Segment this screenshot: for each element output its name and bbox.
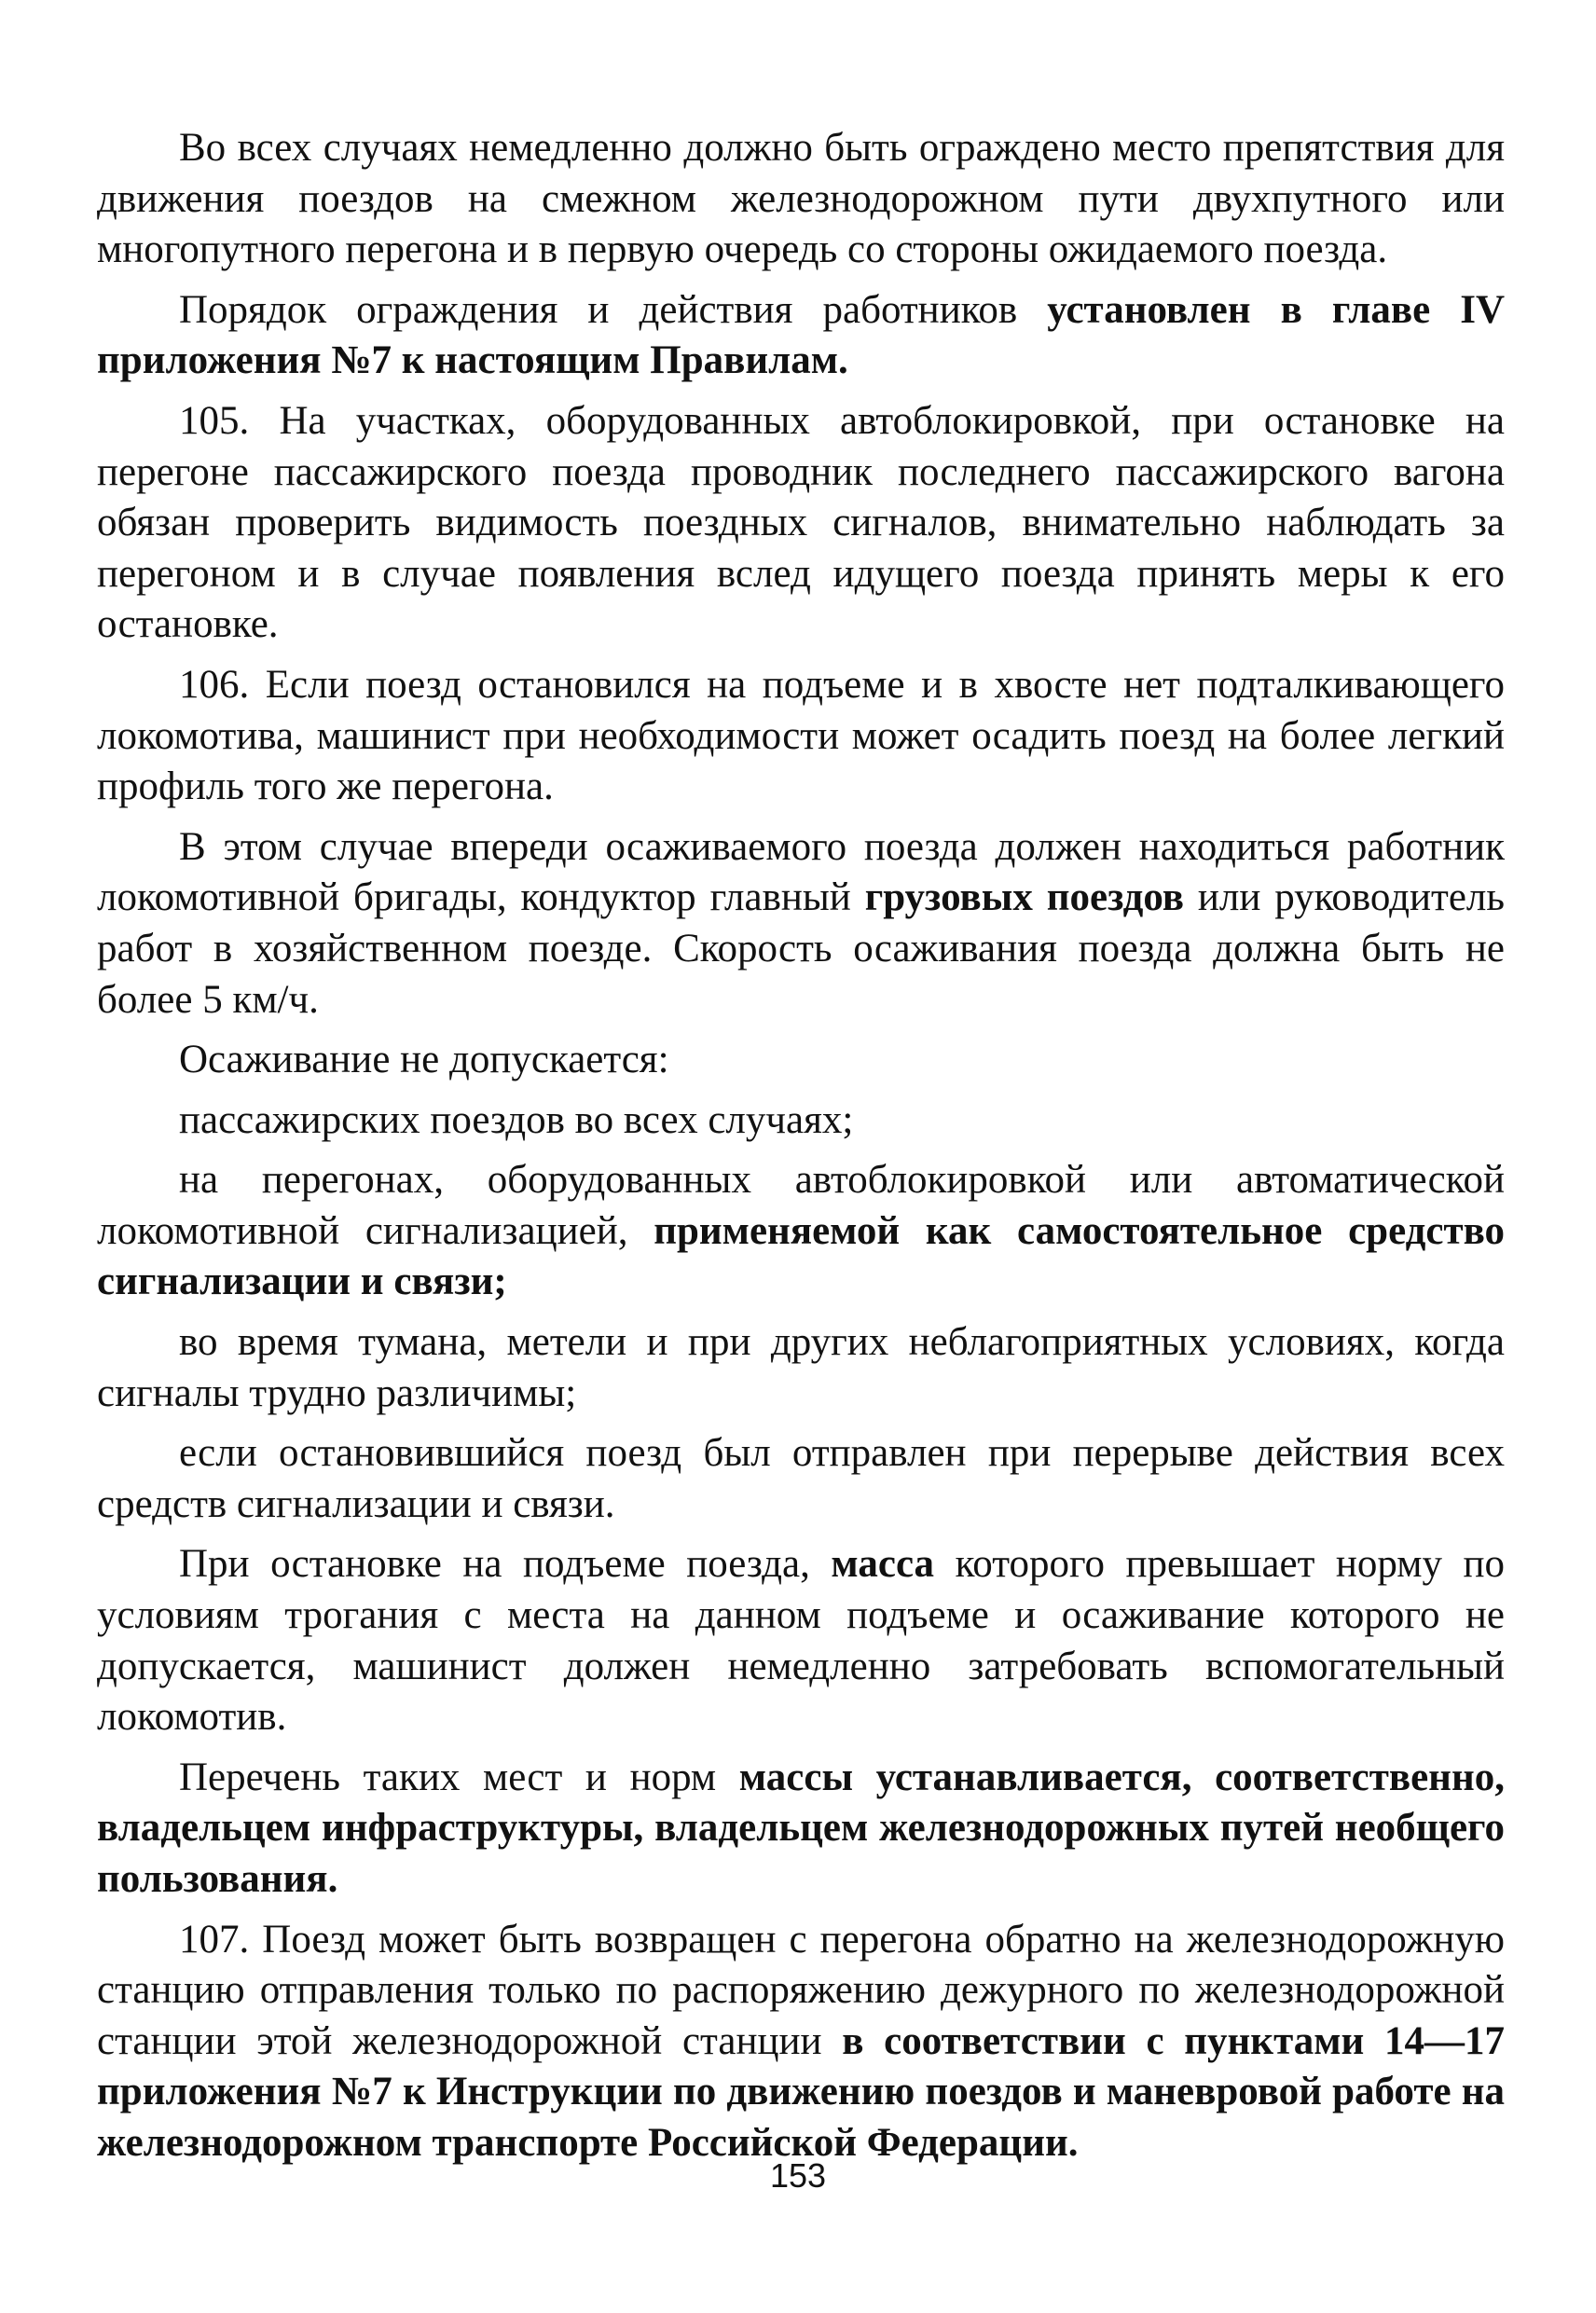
paragraph-105 (97, 396, 1505, 651)
paragraph-7 (97, 1095, 1505, 1147)
paragraph-107 (97, 1915, 1505, 2169)
paragraph-11 (97, 1539, 1505, 1742)
paragraph-bold-text: масса (831, 1542, 935, 1587)
paragraph-bold-text: массы устанавливается, соответственно, владельцем инфраструктуры, владельцем железнодорожных путей необщего пользования. (97, 1755, 1505, 1901)
paragraph-text: или руководитель работ в хозяйственном поезде. Скорость осаживания поезда должна быть не более 5 км/ч. (97, 875, 1505, 1022)
document-page (97, 123, 1505, 2179)
paragraph-text: Перечень таких мест и норм (179, 1755, 739, 1799)
paragraph-text: пассажирских поездов во всех случаях; (179, 1097, 854, 1142)
paragraph-bold-text: грузовых поездов (864, 875, 1184, 920)
paragraph-5 (97, 822, 1505, 1026)
paragraph-text: Во всех случаях немедленно должно быть ограждено место препятствия для движения поездов на смежном железнодорожном пути двухпутного или многопутного перегона и в первую очередь со стороны ожидаемого поезда. (97, 126, 1505, 272)
paragraph-1 (97, 123, 1505, 276)
paragraph-text: 107. Поезд может быть возвращен с перегона обратно на железнодорожную станцию отправления только по распоряжению дежурного по железнодорожной станции этой железнодорожной станции (97, 1917, 1505, 2063)
paragraph-12 (97, 1753, 1505, 1906)
paragraph-bold-text: применяемой как самостоятельное средство сигнализации и связи; (97, 1208, 1505, 1304)
paragraph-text: на перегонах, оборудованных автоблокировкой или автоматической локомотивной сигнализацией, (97, 1158, 1505, 1253)
paragraph-text: 105. На участках, оборудованных автоблокировкой, при остановке на перегоне пассажирского поезда проводник последнего пассажирского вагона обязан проверить видимость поездных сигналов, внимательно наблюдать за перегоном и в случае появления вслед идущего поезда принять меры к его остановке. (97, 398, 1505, 647)
paragraph-10 (97, 1428, 1505, 1530)
paragraph-106 (97, 660, 1505, 813)
paragraph-text: При остановке на подъеме поезда, (179, 1542, 832, 1587)
page-number: 153 (769, 2156, 827, 2195)
paragraph-text: если остановившийся поезд был отправлен при перерыве действия всех средств сигнализации и связи. (97, 1431, 1505, 1526)
paragraph-text: во время тумана, метели и при других неблагоприятных условиях, когда сигналы трудно различимы; (97, 1320, 1505, 1415)
paragraph-8 (97, 1155, 1505, 1308)
paragraph-bold-text: в соответствии с пунктами 14—17 приложения №7 к Инструкции по движению поездов и маневровой работе на железнодорожном транспорте Российской Федерации. (97, 2018, 1505, 2165)
paragraph-text: Порядок ограждения и действия работников (179, 287, 1048, 332)
paragraph-bold-text: установлен в главе IV приложения №7 к настоящим Правилам. (97, 287, 1505, 383)
paragraph-text: Осаживание не допускается: (179, 1038, 669, 1082)
paragraph-9 (97, 1317, 1505, 1419)
paragraph-text: 106. Если поезд остановился на подъеме и в хвосте нет подталкивающего локомотива, машинист при необходимости может осадить поезд на более легкий профиль того же перегона. (97, 662, 1505, 809)
paragraph-2 (97, 285, 1505, 387)
paragraph-text: В этом случае впереди осаживаемого поезда должен находиться работник локомотивной бригады, кондуктор главный (97, 824, 1505, 920)
paragraph-6 (97, 1035, 1505, 1086)
paragraph-text: которого превышает норму по условиям трогания с места на данном подъеме и осаживание которого не допускается, машинист должен немедленно затребовать вспомогательный локомотив. (97, 1542, 1505, 1740)
